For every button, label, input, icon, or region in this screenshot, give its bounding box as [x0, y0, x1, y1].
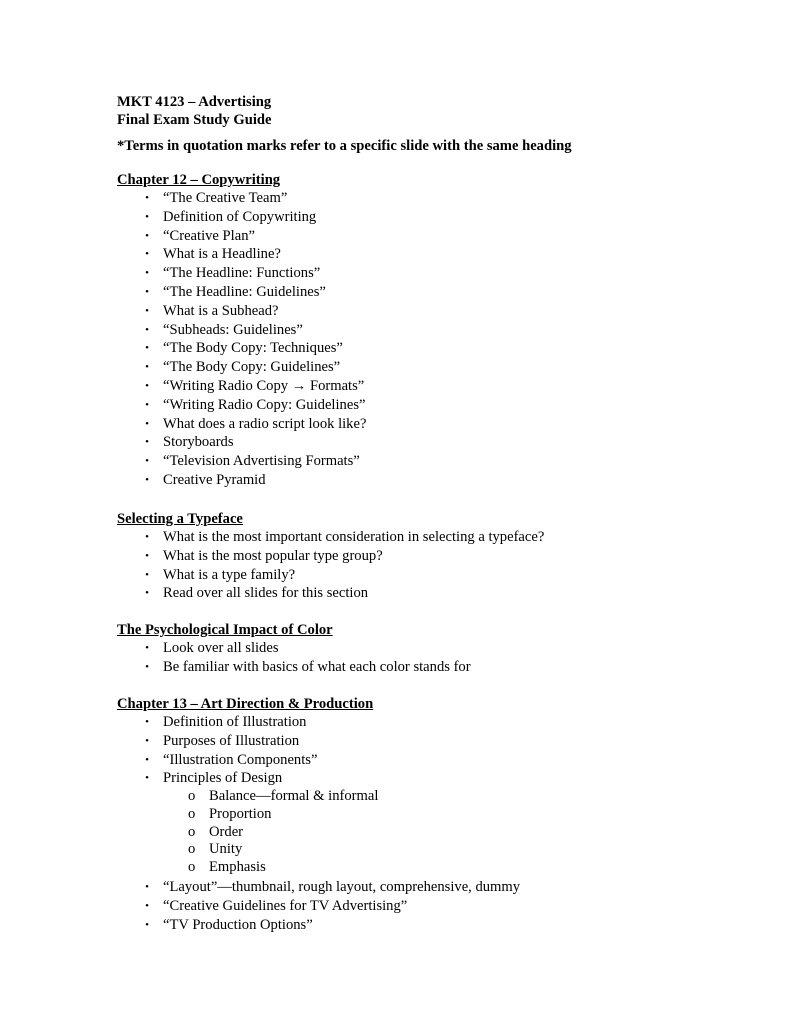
list-item: [0, 547, 791, 566]
bullet-icon: •: [145, 899, 149, 912]
list-item: [0, 283, 791, 302]
bullet-icon: •: [145, 248, 149, 261]
quotation-note: *Terms in quotation marks refer to a specific slide with the same heading: [117, 138, 572, 154]
bullet-icon: •: [145, 753, 149, 766]
sub-list-item: [0, 788, 791, 806]
list-item: [0, 358, 791, 377]
list-item-text: What is the most popular type group?: [163, 547, 383, 564]
chapter-13-list-continued: [0, 878, 791, 934]
bullet-icon: •: [145, 473, 149, 486]
list-item-text: Order: [209, 823, 244, 840]
list-item: [0, 916, 791, 935]
list-item: [0, 377, 791, 396]
section-heading-color: The Psychological Impact of Color: [117, 622, 333, 638]
bullet-icon: •: [145, 734, 149, 747]
list-item-text: “Television Advertising Formats”: [163, 453, 360, 470]
list-item: [0, 302, 791, 321]
list-item-text: “The Body Copy: Techniques”: [163, 340, 343, 357]
sub-list-item: [0, 859, 791, 877]
list-item-text: Creative Pyramid: [163, 471, 266, 488]
list-item-text: Proportion: [209, 805, 272, 822]
chapter-13-list: [0, 713, 791, 788]
bullet-icon: •: [145, 229, 149, 242]
list-item-text: “The Creative Team”: [163, 190, 288, 206]
list-item-text: “Writing Radio Copy → Formats”: [163, 377, 365, 394]
bullet-icon: •: [145, 587, 149, 600]
circle-bullet-icon: o: [188, 805, 196, 822]
sub-list-item: [0, 806, 791, 824]
bullet-icon: •: [145, 192, 149, 204]
list-item-text: What does a radio script look like?: [163, 415, 367, 432]
sub-list-item: [0, 824, 791, 842]
document-title: Final Exam Study Guide: [117, 112, 272, 128]
list-item-text: “Creative Plan”: [163, 227, 255, 244]
list-item: [0, 208, 791, 227]
list-item: [0, 396, 791, 415]
list-item-text: “The Headline: Guidelines”: [163, 283, 326, 300]
list-item: [0, 769, 791, 788]
bullet-icon: •: [145, 210, 149, 223]
list-item: [0, 264, 791, 283]
list-item-text: Emphasis: [209, 859, 266, 876]
bullet-icon: •: [145, 398, 149, 411]
bullet-icon: •: [145, 881, 149, 893]
list-item: [0, 713, 791, 732]
section-heading-typeface: Selecting a Typeface: [117, 511, 243, 527]
list-item-text: What is a type family?: [163, 566, 296, 583]
typeface-list: [0, 528, 791, 603]
list-item: [0, 566, 791, 585]
list-item-text: “Illustration Components”: [163, 751, 318, 768]
list-item-text: Be familiar with basics of what each color stands for: [163, 658, 471, 675]
list-item: [0, 189, 791, 208]
color-list: [0, 639, 791, 677]
list-item: [0, 639, 791, 658]
bullet-icon: •: [145, 455, 149, 468]
list-item: [0, 732, 791, 751]
list-item-text: “Subheads: Guidelines”: [163, 321, 303, 338]
list-item: [0, 584, 791, 603]
course-title: MKT 4123 – Advertising: [117, 94, 272, 110]
list-item: [0, 245, 791, 264]
list-item-text: “The Body Copy: Guidelines”: [163, 359, 341, 376]
bullet-icon: •: [145, 436, 149, 449]
list-item: [0, 658, 791, 677]
list-item: [0, 339, 791, 358]
bullet-icon: •: [145, 918, 149, 931]
list-item-text: What is a Headline?: [163, 246, 281, 263]
bullet-icon: •: [145, 531, 149, 543]
circle-bullet-icon: o: [188, 841, 196, 858]
list-item-text: “Layout”—thumbnail, rough layout, comprehensive, dummy: [163, 879, 521, 895]
list-item-text: Purposes of Illustration: [163, 732, 300, 749]
section-heading-chapter-12: Chapter 12 – Copywriting: [117, 172, 281, 188]
list-item-text: “Creative Guidelines for TV Advertising”: [163, 897, 408, 914]
list-item: [0, 452, 791, 471]
list-item: [0, 227, 791, 246]
circle-bullet-icon: o: [188, 823, 196, 840]
list-item-text: Unity: [209, 841, 243, 858]
bullet-icon: •: [145, 642, 149, 654]
section-heading-chapter-13: Chapter 13 – Art Direction & Production: [117, 696, 374, 712]
list-item: [0, 751, 791, 770]
list-item-text: Definition of Copywriting: [163, 208, 317, 225]
design-principles-list: [0, 788, 791, 877]
list-item-text: What is the most important consideration in selecting a typeface?: [163, 529, 545, 545]
bullet-icon: •: [145, 716, 149, 728]
list-item-text: “Writing Radio Copy: Guidelines”: [163, 396, 366, 413]
list-item: [0, 433, 791, 452]
chapter-12-list: [0, 189, 791, 490]
bullet-icon: •: [145, 267, 149, 280]
list-item-text: Look over all slides: [163, 640, 279, 656]
bullet-icon: •: [145, 342, 149, 355]
sub-list-item: [0, 841, 791, 859]
list-item-text: Definition of Illustration: [163, 714, 307, 730]
list-item: [0, 321, 791, 340]
list-item: [0, 897, 791, 916]
bullet-icon: •: [145, 323, 149, 336]
bullet-icon: •: [145, 660, 149, 673]
list-item-text: Storyboards: [163, 434, 234, 451]
bullet-icon: •: [145, 549, 149, 562]
list-item-text: Balance—formal & informal: [209, 788, 379, 804]
bullet-icon: •: [145, 379, 149, 392]
list-item: [0, 878, 791, 897]
list-item-text: What is a Subhead?: [163, 302, 279, 319]
bullet-icon: •: [145, 361, 149, 374]
list-item: [0, 528, 791, 547]
circle-bullet-icon: o: [188, 788, 196, 804]
bullet-icon: •: [145, 772, 149, 785]
list-item: [0, 415, 791, 434]
circle-bullet-icon: o: [188, 859, 196, 876]
list-item-text: “TV Production Options”: [163, 916, 313, 933]
list-item-text: “The Headline: Functions”: [163, 265, 321, 282]
list-item-text: Read over all slides for this section: [163, 585, 369, 602]
bullet-icon: •: [145, 417, 149, 430]
bullet-icon: •: [145, 285, 149, 298]
list-item-text: Principles of Design: [163, 770, 283, 787]
bullet-icon: •: [145, 304, 149, 317]
bullet-icon: •: [145, 568, 149, 581]
list-item: [0, 471, 791, 490]
